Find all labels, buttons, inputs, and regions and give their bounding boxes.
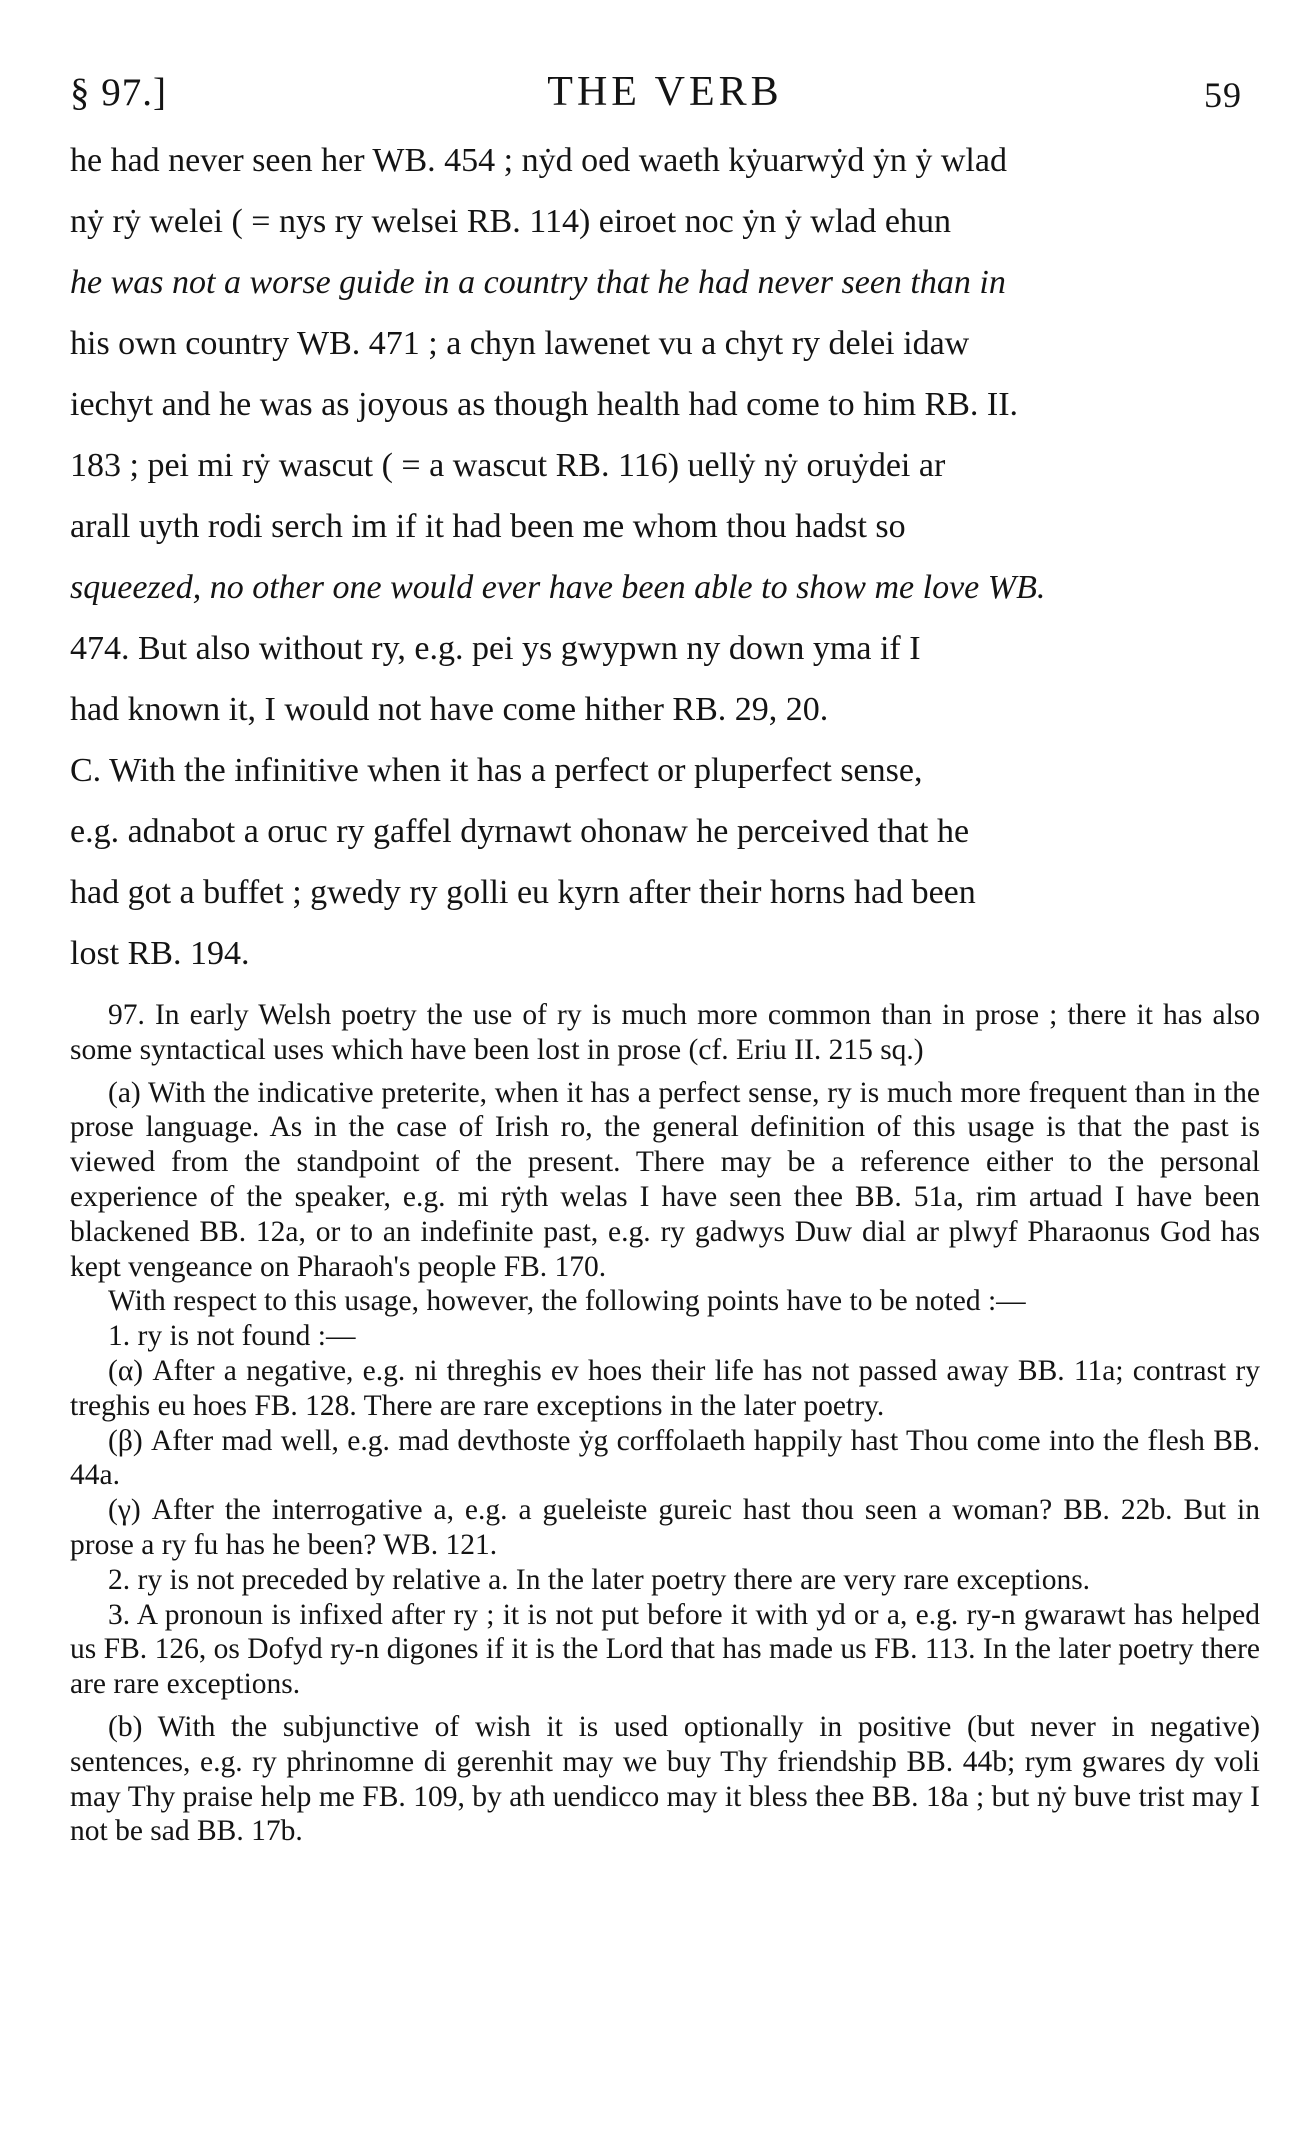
point-3: 3. A pronoun is infixed after ry ; it is not put before it with yd or a, e.g. ry-n gwarawt has helped us FB. 126, os Dofyd ry-n digones if it is the Lord that has made us FB. 113. In the later poetry there are rare exceptions. [70, 1598, 1260, 1701]
text-line-9: 474. But also without ry, e.g. pei ys gwypwn ny down yma if I [70, 630, 921, 667]
paragraph-a: (a) With the indicative preterite, when it has a perfect sense, ry is much more frequent than in the prose language. As in the case of Irish ro, the general definition of this usage is that the past is viewed from the standpoint of the present. There may be a reference either to the personal experience of the speaker, e.g. mi rẏth welas I have seen thee BB. 51a, rim artuad I have been blackened BB. 12a, or to an indefinite past, e.g. ry gadwys Duw dial ar plwyf Pharaonus God has kept vengeance on Pharaoh's people FB. 170. [70, 1076, 1260, 1283]
section-c-line-1: C. With the infinitive when it has a perfect or pluperfect sense, [70, 752, 923, 789]
text-line-5: iechyt and he was as joyous as though health had come to him RB. II. [70, 386, 1019, 423]
small-text-block [70, 998, 1260, 1849]
section-c-line-4: lost RB. 194. [70, 935, 250, 972]
text-line-2: nẏ rẏ welei ( = nys ry welsei RB. 114) eiroet noc ẏn ẏ wlad ehun [70, 203, 951, 240]
text-line-6: 183 ; pei mi rẏ wascut ( = a wascut RB. 116) uellẏ nẏ oruẏdei ar [70, 447, 946, 484]
point-1: 1. ry is not found :— [108, 1320, 356, 1353]
paragraph-b: (b) With the subjunctive of wish it is used optionally in positive (but never in negative) sentences, e.g. ry phrinomne di gerenhit may we buy Thy friendship BB. 44b; rym gwares dy voli may Thy praise help me FB. 109, by ath uendicco may it bless thee BB. 18a ; but nẏ buve trist may I not be sad BB. 17b. [70, 1710, 1260, 1848]
text-line-3: he was not a worse guide in a country that he had never seen than in [70, 264, 1006, 301]
text-line-8: squeezed, no other one would ever have been able to show me love WB. [70, 569, 1046, 606]
running-header [70, 60, 1260, 130]
section-number: § 97.] [70, 71, 167, 114]
point-1-gamma: (γ) After the interrogative a, e.g. a gueleiste gureic hast thou seen a woman? BB. 22b. But in prose a ry fu has he been? WB. 121. [70, 1494, 1260, 1561]
text-line-1: he had never seen her WB. 454 ; nẏd oed waeth kẏuarwẏd ẏn ẏ wlad [70, 142, 1007, 179]
section-c-line-3: had got a buffet ; gwedy ry golli eu kyrn after their horns had been [70, 874, 976, 911]
page-title: THE VERB [547, 69, 783, 115]
point-1-beta: (β) After mad well, e.g. mad devthoste ẏg corffolaeth happily hast Thou come into the flesh BB. 44a. [70, 1424, 1260, 1492]
point-1-alpha: (α) After a negative, e.g. ni threghis ev hoes their life has not passed away BB. 11a; contrast ry treghis eu hoes FB. 128. There are rare exceptions in the later poetry. [70, 1354, 1260, 1422]
paragraph-note: With respect to this usage, however, the following points have to be noted :— [108, 1285, 1026, 1318]
point-2: 2. ry is not preceded by relative a. In the later poetry there are very rare exceptions. [108, 1563, 1091, 1596]
paragraph-97: 97. In early Welsh poetry the use of ry is much more common than in prose ; there it has also some syntactical uses which have been lost in prose (cf. Eriu II. 215 sq.) [70, 999, 1260, 1066]
large-text-block [70, 130, 1260, 984]
book-page [70, 60, 1260, 1849]
section-c-line-2: e.g. adnabot a oruc ry gaffel dyrnawt ohonaw he perceived that he [70, 813, 970, 850]
page-number: 59 [1204, 75, 1242, 115]
text-line-7: arall uyth rodi serch im if it had been me whom thou hadst so [70, 508, 906, 545]
text-line-4: his own country WB. 471 ; a chyn lawenet vu a chyt ry delei idaw [70, 325, 970, 362]
text-line-10: had known it, I would not have come hither RB. 29, 20. [70, 691, 829, 728]
